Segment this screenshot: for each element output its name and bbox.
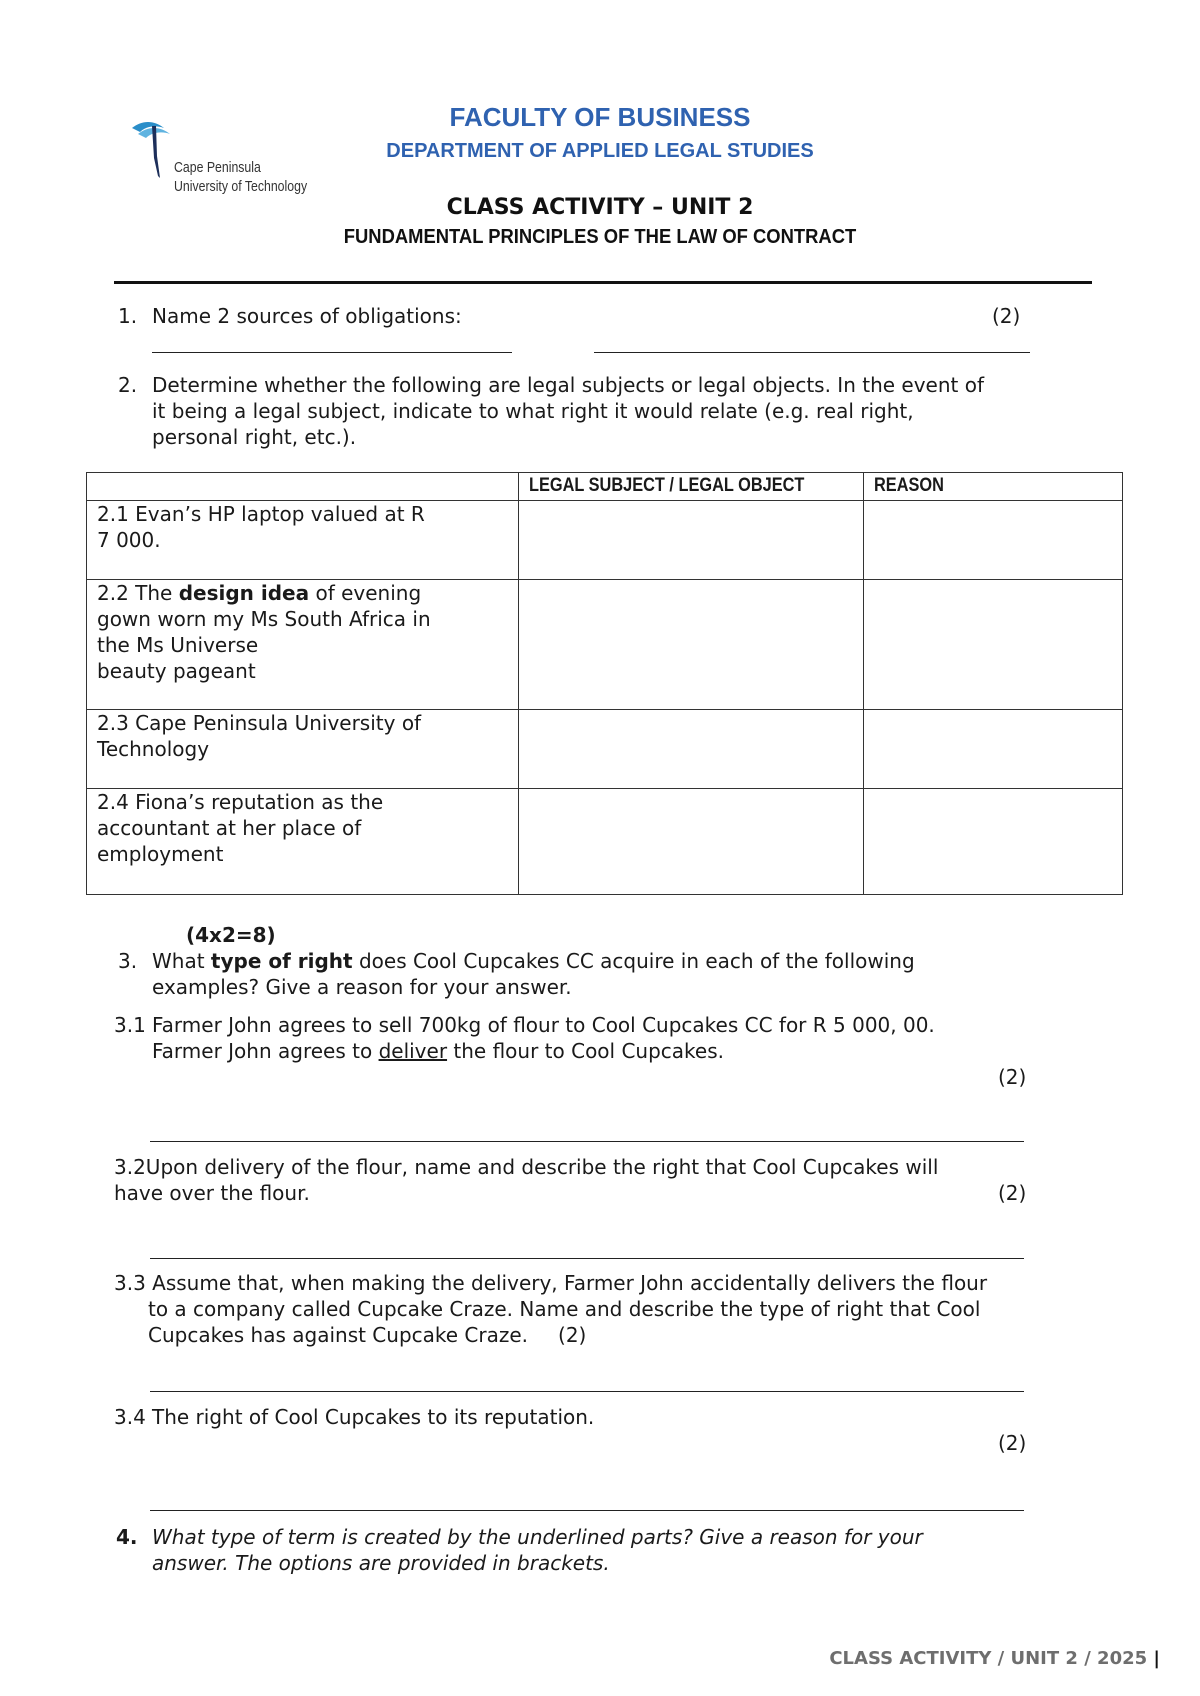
q1-answer-line-2[interactable]: [594, 352, 1030, 353]
table-cell-classification[interactable]: [519, 501, 864, 580]
q33-answer-line[interactable]: [150, 1391, 1024, 1392]
table-header-item: [87, 473, 519, 501]
table-cell-reason[interactable]: [864, 710, 1123, 789]
q31-text: Farmer John agrees to sell 700kg of flour to Cool Cupcakes CC for R 5 000, 00. Farmer John agrees to deliver the flour to Cool Cupcakes.: [152, 1013, 935, 1063]
table-row: [87, 789, 1123, 895]
table-header-reason: REASON: [864, 473, 1123, 501]
table-cell-reason[interactable]: [864, 789, 1123, 895]
table-cell-classification[interactable]: [519, 789, 864, 895]
q34-answer-line[interactable]: [150, 1510, 1024, 1511]
q4-text: What type of term is created by the underlined parts? Give a reason for your answer. The options are provided in brackets.: [152, 1525, 923, 1575]
q32-text: 3.2Upon delivery of the flour, name and describe the right that Cool Cupcakes will have over the flour.: [114, 1155, 939, 1205]
q1-answer-line-1[interactable]: [152, 352, 512, 353]
table-cell-reason[interactable]: [864, 501, 1123, 580]
q1-text: Name 2 sources of obligations:: [152, 304, 462, 328]
q3-number: 3.: [118, 949, 138, 973]
q34-number: 3.4: [114, 1405, 146, 1429]
table-header-classification: LEGAL SUBJECT / LEGAL OBJECT: [519, 473, 864, 501]
q4-number: 4.: [116, 1525, 138, 1549]
logo-wordmark: Cape Peninsula University of Technology: [174, 159, 308, 195]
q1-marks: (2): [992, 304, 1021, 328]
table-cell-item: 2.4 Fiona’s reputation as the accountant at her place of employment: [87, 789, 519, 895]
q34-text: The right of Cool Cupcakes to its reputation.: [152, 1405, 595, 1429]
q31-marks: (2): [998, 1065, 1027, 1089]
q3-text: What type of right does Cool Cupcakes CC acquire in each of the following examples? Give a reason for your answer.: [152, 949, 915, 999]
table-cell-item: 2.2 The design idea of evening gown worn my Ms South Africa in the Ms Universe beauty pageant: [87, 580, 519, 710]
table-cell-reason[interactable]: [864, 580, 1123, 710]
header-divider: [114, 281, 1092, 284]
faculty-title: FACULTY OF BUSINESS: [449, 102, 751, 132]
table-header-row: [87, 473, 1123, 501]
q2-text: Determine whether the following are legal subjects or legal objects. In the event of it being a legal subject, indicate to what right it would relate (e.g. real right, personal right, etc.).: [152, 373, 985, 449]
unit-subtitle: FUNDAMENTAL PRINCIPLES OF THE LAW OF CONTRACT: [343, 226, 857, 248]
q31-answer-line[interactable]: [150, 1141, 1024, 1142]
q32-marks: (2): [998, 1181, 1027, 1205]
table-cell-item: 2.1 Evan’s HP laptop valued at R 7 000.: [87, 501, 519, 580]
q34-marks: (2): [998, 1431, 1027, 1455]
table-cell-item: 2.3 Cape Peninsula University of Technology: [87, 710, 519, 789]
page-footer: CLASS ACTIVITY / UNIT 2 / 2025 |: [829, 1648, 1160, 1669]
q31-number: 3.1: [114, 1013, 146, 1037]
activity-title: CLASS ACTIVITY – UNIT 2: [446, 195, 754, 220]
q2-number: 2.: [118, 373, 138, 397]
q2-marks: (4x2=8): [186, 923, 276, 947]
q33-text: 3.3 Assume that, when making the delivery, Farmer John accidentally delivers the flour to a company called Cupcake Craze. Name and describe the type of right that Cool Cupcakes has against Cupcake Craze. (2): [114, 1271, 988, 1347]
table-row: [87, 501, 1123, 580]
legal-subjects-table: [86, 472, 1123, 895]
table-cell-classification[interactable]: [519, 580, 864, 710]
department-title: DEPARTMENT OF APPLIED LEGAL STUDIES: [386, 140, 814, 162]
table-row: [87, 710, 1123, 789]
q32-answer-line[interactable]: [150, 1258, 1024, 1259]
table-row: [87, 580, 1123, 710]
q1-number: 1.: [118, 304, 138, 328]
table-cell-classification[interactable]: [519, 710, 864, 789]
